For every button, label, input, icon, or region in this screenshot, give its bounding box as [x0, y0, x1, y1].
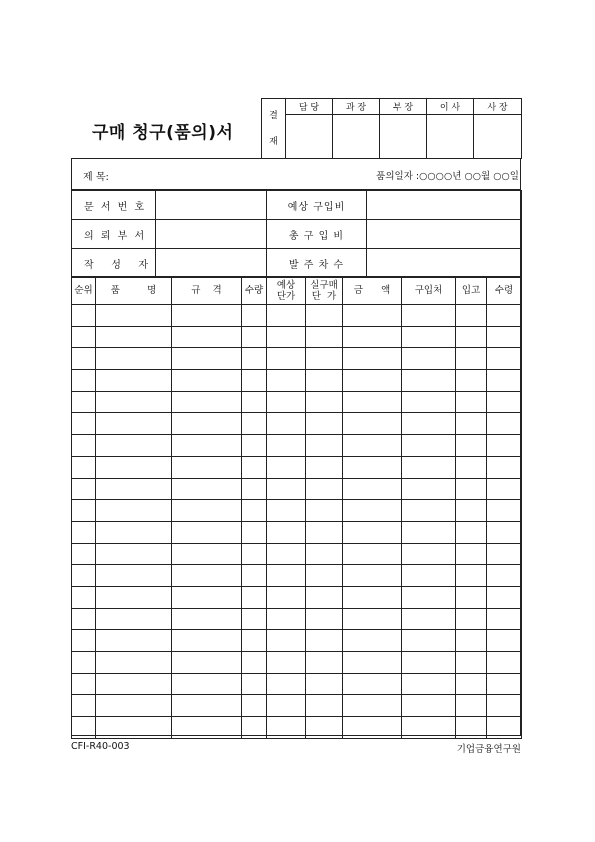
table-cell[interactable]: [306, 673, 343, 695]
table-cell[interactable]: [72, 652, 96, 674]
table-cell[interactable]: [96, 478, 172, 500]
table-cell[interactable]: [456, 630, 487, 652]
table-cell[interactable]: [487, 543, 522, 565]
table-cell[interactable]: [487, 608, 522, 630]
table-cell[interactable]: [456, 348, 487, 370]
table-cell[interactable]: [72, 543, 96, 565]
col-name: 품 명: [96, 277, 172, 305]
table-cell[interactable]: [306, 413, 343, 435]
request-date: 품의일자 :○○○○년 ○○월 ○○일: [376, 171, 519, 182]
table-row: [72, 478, 522, 500]
table-cell[interactable]: [402, 717, 456, 739]
subject-label: 제 목:: [83, 172, 109, 183]
items-table: [71, 276, 522, 739]
table-cell[interactable]: [172, 413, 242, 435]
table-row: [72, 305, 522, 327]
total-cost-field[interactable]: [367, 220, 522, 249]
table-cell[interactable]: [343, 521, 402, 543]
table-cell[interactable]: [456, 413, 487, 435]
table-cell[interactable]: [172, 348, 242, 370]
table-cell[interactable]: [242, 435, 267, 457]
table-cell[interactable]: [402, 586, 456, 608]
table-cell[interactable]: [456, 652, 487, 674]
table-cell[interactable]: [343, 717, 402, 739]
table-cell[interactable]: [456, 305, 487, 327]
table-cell[interactable]: [456, 586, 487, 608]
table-cell[interactable]: [343, 673, 402, 695]
table-cell[interactable]: [96, 413, 172, 435]
author-field[interactable]: [156, 249, 267, 278]
table-cell[interactable]: [267, 305, 306, 327]
table-cell[interactable]: [172, 305, 242, 327]
table-cell[interactable]: [172, 630, 242, 652]
table-cell[interactable]: [456, 521, 487, 543]
table-cell[interactable]: [72, 500, 96, 522]
table-cell[interactable]: [172, 370, 242, 392]
table-cell[interactable]: [456, 543, 487, 565]
table-cell[interactable]: [72, 413, 96, 435]
table-cell[interactable]: [402, 521, 456, 543]
table-cell[interactable]: [402, 565, 456, 587]
table-cell[interactable]: [172, 456, 242, 478]
table-cell[interactable]: [172, 717, 242, 739]
table-cell[interactable]: [402, 652, 456, 674]
table-cell[interactable]: [456, 456, 487, 478]
table-cell[interactable]: [306, 391, 343, 413]
table-cell[interactable]: [96, 348, 172, 370]
table-cell[interactable]: [72, 370, 96, 392]
table-cell[interactable]: [456, 370, 487, 392]
approval-side-label: [262, 99, 286, 159]
col-amount: 금 액: [343, 277, 402, 305]
table-cell[interactable]: [267, 456, 306, 478]
table-cell[interactable]: [487, 305, 522, 327]
table-row: [72, 456, 522, 478]
table-cell[interactable]: [242, 652, 267, 674]
table-row: [72, 413, 522, 435]
table-cell[interactable]: [267, 435, 306, 457]
table-cell[interactable]: [402, 695, 456, 717]
table-cell[interactable]: [306, 717, 343, 739]
table-cell[interactable]: [456, 695, 487, 717]
table-cell[interactable]: [306, 565, 343, 587]
table-row: [72, 326, 522, 348]
table-row: [72, 521, 522, 543]
table-cell[interactable]: [96, 673, 172, 695]
table-cell[interactable]: [172, 326, 242, 348]
table-cell[interactable]: [402, 673, 456, 695]
table-cell[interactable]: [343, 543, 402, 565]
table-cell[interactable]: [343, 478, 402, 500]
table-cell[interactable]: [267, 608, 306, 630]
table-cell[interactable]: [343, 500, 402, 522]
table-cell[interactable]: [306, 695, 343, 717]
table-cell[interactable]: [242, 413, 267, 435]
table-cell[interactable]: [402, 435, 456, 457]
table-row: [72, 630, 522, 652]
table-cell[interactable]: [96, 586, 172, 608]
table-cell[interactable]: [402, 370, 456, 392]
table-cell[interactable]: [456, 478, 487, 500]
table-cell[interactable]: [487, 326, 522, 348]
table-row: [72, 435, 522, 457]
table-cell[interactable]: [456, 391, 487, 413]
table-cell[interactable]: [456, 717, 487, 739]
table-row: [72, 586, 522, 608]
table-cell[interactable]: [242, 478, 267, 500]
table-cell[interactable]: [456, 565, 487, 587]
table-cell[interactable]: [72, 630, 96, 652]
table-cell[interactable]: [72, 586, 96, 608]
table-cell[interactable]: [72, 717, 96, 739]
table-cell[interactable]: [242, 630, 267, 652]
table-cell[interactable]: [242, 717, 267, 739]
table-cell[interactable]: [487, 478, 522, 500]
table-cell[interactable]: [267, 586, 306, 608]
publisher-name: 기업금융연구원: [456, 744, 521, 755]
table-cell[interactable]: [267, 348, 306, 370]
table-cell[interactable]: [242, 673, 267, 695]
table-cell[interactable]: [96, 630, 172, 652]
table-cell[interactable]: [267, 413, 306, 435]
order-count-label: 발 주 차 수: [267, 249, 367, 278]
table-row: [72, 717, 522, 739]
table-cell[interactable]: [96, 370, 172, 392]
col-est-price-line1: 예상: [276, 279, 296, 291]
table-cell[interactable]: [172, 391, 242, 413]
table-cell[interactable]: [267, 652, 306, 674]
table-cell[interactable]: [96, 565, 172, 587]
table-cell[interactable]: [487, 370, 522, 392]
table-cell[interactable]: [172, 673, 242, 695]
table-cell[interactable]: [267, 673, 306, 695]
col-actual-price-line1: 실구매: [310, 279, 338, 291]
approval-col-president: 사 장: [474, 99, 522, 115]
table-cell[interactable]: [242, 348, 267, 370]
table-cell[interactable]: [242, 305, 267, 327]
approval-side-bottom: 재: [269, 136, 278, 147]
table-cell[interactable]: [172, 586, 242, 608]
approval-col-staff: 담 당: [286, 99, 333, 115]
doc-number-field[interactable]: [156, 191, 267, 220]
table-cell[interactable]: [72, 521, 96, 543]
table-row: [72, 565, 522, 587]
requesting-dept-field[interactable]: [156, 220, 267, 249]
table-cell[interactable]: [72, 478, 96, 500]
table-row: [72, 652, 522, 674]
table-cell[interactable]: [72, 673, 96, 695]
table-cell[interactable]: [456, 326, 487, 348]
table-cell[interactable]: [242, 695, 267, 717]
table-cell[interactable]: [402, 348, 456, 370]
table-cell[interactable]: [343, 413, 402, 435]
table-cell[interactable]: [306, 348, 343, 370]
table-cell[interactable]: [402, 500, 456, 522]
approval-col-director: 이 사: [427, 99, 474, 115]
table-cell[interactable]: [343, 652, 402, 674]
table-row: [72, 543, 522, 565]
est-cost-field[interactable]: [367, 191, 522, 220]
table-cell[interactable]: [72, 348, 96, 370]
table-row: [72, 348, 522, 370]
approval-sign-staff[interactable]: [286, 115, 333, 159]
table-cell[interactable]: [343, 695, 402, 717]
table-cell[interactable]: [96, 608, 172, 630]
col-received: 입고: [456, 277, 487, 305]
table-cell[interactable]: [172, 500, 242, 522]
table-cell[interactable]: [267, 565, 306, 587]
table-cell[interactable]: [267, 717, 306, 739]
table-cell[interactable]: [96, 500, 172, 522]
table-cell[interactable]: [306, 456, 343, 478]
doc-number-label: 문 서 번 호: [72, 191, 156, 220]
table-row: [72, 370, 522, 392]
table-cell[interactable]: [402, 456, 456, 478]
col-receiver: 수령: [487, 277, 522, 305]
table-cell[interactable]: [306, 586, 343, 608]
table-cell[interactable]: [343, 608, 402, 630]
col-est-price: [267, 277, 306, 305]
table-cell[interactable]: [96, 305, 172, 327]
table-cell[interactable]: [402, 630, 456, 652]
table-cell[interactable]: [172, 435, 242, 457]
total-cost-label: 총 구 입 비: [267, 220, 367, 249]
table-cell[interactable]: [402, 305, 456, 327]
table-cell[interactable]: [487, 413, 522, 435]
approval-side-top: 결: [269, 110, 278, 121]
table-cell[interactable]: [242, 456, 267, 478]
col-actual-price: [306, 277, 343, 305]
table-cell[interactable]: [267, 500, 306, 522]
table-cell[interactable]: [267, 695, 306, 717]
order-count-field[interactable]: [367, 249, 522, 278]
table-cell[interactable]: [72, 565, 96, 587]
table-cell[interactable]: [306, 652, 343, 674]
table-cell[interactable]: [96, 521, 172, 543]
table-cell[interactable]: [456, 608, 487, 630]
col-est-price-line2: 단가: [276, 290, 296, 302]
table-cell[interactable]: [487, 435, 522, 457]
table-cell[interactable]: [72, 391, 96, 413]
table-cell[interactable]: [172, 565, 242, 587]
table-row: [72, 391, 522, 413]
table-cell[interactable]: [343, 586, 402, 608]
table-cell[interactable]: [402, 391, 456, 413]
table-cell[interactable]: [306, 478, 343, 500]
table-cell[interactable]: [343, 630, 402, 652]
table-cell[interactable]: [343, 435, 402, 457]
table-cell[interactable]: [172, 608, 242, 630]
items-header-row: [72, 277, 522, 305]
subject-row[interactable]: [71, 158, 521, 190]
table-cell[interactable]: [242, 326, 267, 348]
document-title: 구매 청구(품의)서: [92, 123, 234, 143]
col-vendor: 구입처: [402, 277, 456, 305]
table-cell[interactable]: [487, 630, 522, 652]
table-cell[interactable]: [456, 500, 487, 522]
table-cell[interactable]: [72, 695, 96, 717]
table-cell[interactable]: [306, 630, 343, 652]
table-cell[interactable]: [487, 456, 522, 478]
table-cell[interactable]: [487, 565, 522, 587]
table-cell[interactable]: [487, 586, 522, 608]
table-row: [72, 500, 522, 522]
table-cell[interactable]: [267, 391, 306, 413]
table-cell[interactable]: [242, 391, 267, 413]
table-cell[interactable]: [343, 326, 402, 348]
col-seq: 순위: [72, 277, 96, 305]
approval-col-section-chief: 과 장: [333, 99, 380, 115]
table-cell[interactable]: [402, 478, 456, 500]
table-cell[interactable]: [487, 500, 522, 522]
table-cell[interactable]: [96, 543, 172, 565]
col-qty: 수량: [242, 277, 267, 305]
table-cell[interactable]: [306, 326, 343, 348]
info-table: [71, 190, 522, 278]
table-cell[interactable]: [267, 326, 306, 348]
table-cell[interactable]: [172, 521, 242, 543]
table-cell[interactable]: [343, 370, 402, 392]
table-cell[interactable]: [402, 543, 456, 565]
table-cell[interactable]: [72, 326, 96, 348]
table-cell[interactable]: [343, 348, 402, 370]
table-cell[interactable]: [96, 391, 172, 413]
table-cell[interactable]: [242, 521, 267, 543]
table-cell[interactable]: [267, 478, 306, 500]
table-cell[interactable]: [306, 608, 343, 630]
table-cell[interactable]: [172, 652, 242, 674]
table-cell[interactable]: [402, 326, 456, 348]
col-spec: 규 격: [172, 277, 242, 305]
table-cell[interactable]: [242, 370, 267, 392]
table-cell[interactable]: [306, 435, 343, 457]
table-cell[interactable]: [242, 500, 267, 522]
table-cell[interactable]: [267, 370, 306, 392]
table-cell[interactable]: [487, 521, 522, 543]
approval-sign-director[interactable]: [427, 115, 474, 159]
table-cell[interactable]: [267, 543, 306, 565]
table-cell[interactable]: [487, 652, 522, 674]
table-cell[interactable]: [343, 456, 402, 478]
approval-col-department-head: 부 장: [380, 99, 427, 115]
table-cell[interactable]: [343, 391, 402, 413]
table-cell[interactable]: [267, 630, 306, 652]
table-row: [72, 695, 522, 717]
table-cell[interactable]: [306, 370, 343, 392]
table-cell[interactable]: [487, 391, 522, 413]
table-cell[interactable]: [72, 608, 96, 630]
table-cell[interactable]: [242, 565, 267, 587]
approval-sign-section-chief[interactable]: [333, 115, 380, 159]
table-cell[interactable]: [242, 543, 267, 565]
table-cell[interactable]: [72, 456, 96, 478]
table-cell[interactable]: [267, 521, 306, 543]
col-actual-price-line2: 단 가: [311, 290, 337, 302]
table-cell[interactable]: [72, 435, 96, 457]
form-code: CFI-R40-003: [71, 741, 130, 752]
table-cell[interactable]: [172, 695, 242, 717]
table-cell[interactable]: [306, 305, 343, 327]
table-cell[interactable]: [96, 326, 172, 348]
table-cell[interactable]: [456, 673, 487, 695]
table-cell[interactable]: [487, 348, 522, 370]
approval-sign-department-head[interactable]: [380, 115, 427, 159]
table-cell[interactable]: [306, 543, 343, 565]
table-cell[interactable]: [456, 435, 487, 457]
table-cell[interactable]: [96, 717, 172, 739]
approval-sign-president[interactable]: [474, 115, 522, 159]
table-cell[interactable]: [96, 435, 172, 457]
table-cell[interactable]: [487, 673, 522, 695]
table-cell[interactable]: [402, 413, 456, 435]
table-cell[interactable]: [402, 608, 456, 630]
table-cell[interactable]: [242, 608, 267, 630]
table-cell[interactable]: [306, 521, 343, 543]
table-cell[interactable]: [242, 586, 267, 608]
table-cell[interactable]: [172, 478, 242, 500]
table-cell[interactable]: [306, 500, 343, 522]
table-row: [72, 608, 522, 630]
table-cell[interactable]: [487, 717, 522, 739]
author-label: 작 성 자: [72, 249, 156, 278]
table-cell[interactable]: [96, 652, 172, 674]
table-cell[interactable]: [96, 456, 172, 478]
table-row: [72, 673, 522, 695]
est-cost-label: 예상 구입비: [267, 191, 367, 220]
table-cell[interactable]: [96, 695, 172, 717]
table-cell[interactable]: [72, 305, 96, 327]
approval-box: [261, 98, 522, 159]
requesting-dept-label: 의 뢰 부 서: [72, 220, 156, 249]
table-cell[interactable]: [343, 305, 402, 327]
table-cell[interactable]: [343, 565, 402, 587]
table-cell[interactable]: [487, 695, 522, 717]
table-cell[interactable]: [172, 543, 242, 565]
